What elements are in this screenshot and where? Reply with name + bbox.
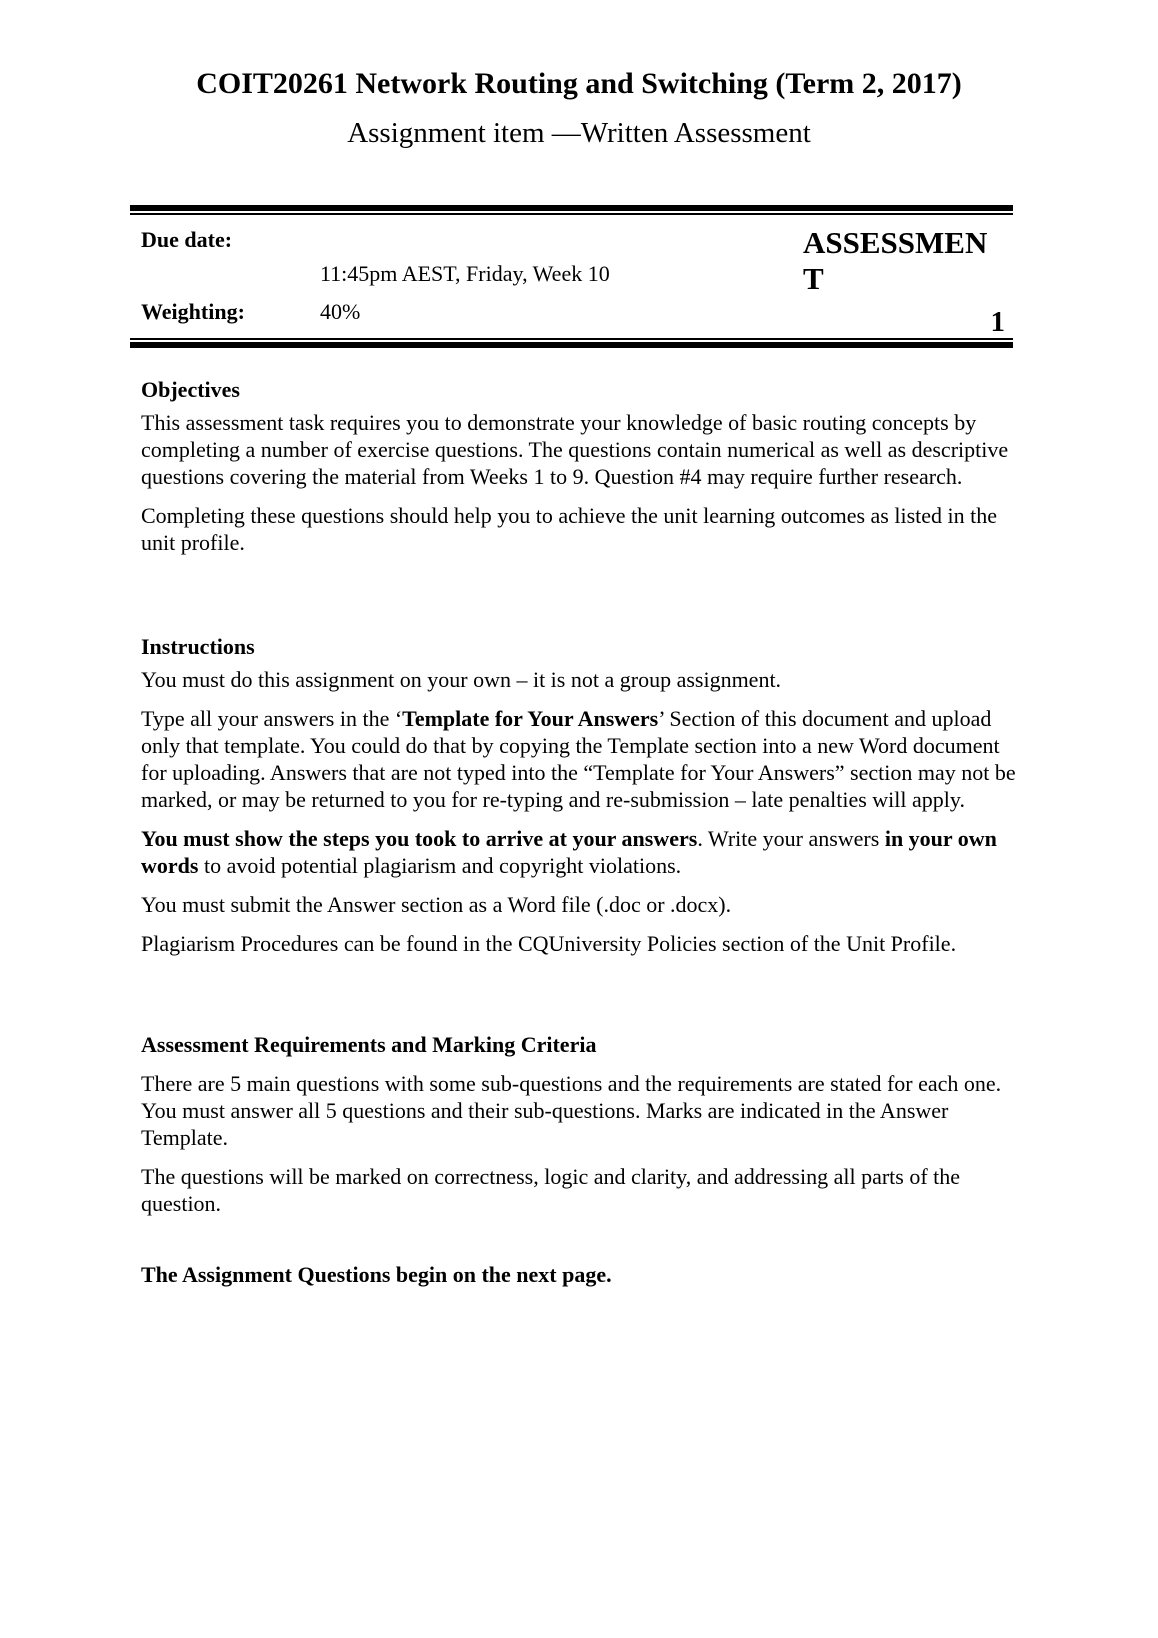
own-words-emphasis: in your own words <box>141 826 997 878</box>
instructions-paragraph-2-start: Type all your answers in the ‘ <box>141 706 403 731</box>
objectives-paragraph-2: Completing these questions should help you to achieve the unit learning outcomes as listed in the unit profile. <box>141 503 998 555</box>
header-rule-top <box>130 205 1013 211</box>
weighting-label: Weighting: <box>141 299 245 324</box>
assessment-number: 1 <box>990 306 1005 338</box>
show-steps-emphasis: You must show the steps you took to arrive at your answers <box>141 826 698 851</box>
instructions-paragraph-1: You must do this assignment on your own – it is not a group assignment. <box>141 667 782 692</box>
next-page-note: The Assignment Questions begin on the next page. <box>141 1262 612 1287</box>
objectives-paragraph-1: This assessment task requires you to demonstrate your knowledge of basic routing concepts by completing a number of exercise questions. The questions contain numerical as well as descriptive questions covering the material from Weeks 1 to 9. Question #4 may require further research. <box>141 410 1009 489</box>
instructions-paragraph-2 <box>141 705 1026 813</box>
objectives-heading: Objectives <box>141 377 240 402</box>
instructions-paragraph-3-mid: . Write your answers <box>697 826 885 851</box>
instructions-heading: Instructions <box>141 634 255 659</box>
due-date-label: Due date: <box>141 227 233 252</box>
due-date-value: 11:45pm AEST, Friday, Week 10 <box>320 261 610 286</box>
instructions-paragraph-3-end: to avoid potential plagiarism and copyright violations. <box>198 853 682 878</box>
instructions-paragraph-5: Plagiarism Procedures can be found in the CQUniversity Policies section of the Unit Profile. <box>141 931 957 956</box>
instructions-paragraph-4: You must submit the Answer section as a Word file (.doc or .docx). <box>141 892 732 917</box>
document-title: COIT20261 Network Routing and Switching (Term 2, 2017) <box>196 67 962 100</box>
requirements-heading: Assessment Requirements and Marking Criteria <box>141 1032 597 1057</box>
weighting-value: 40% <box>320 299 361 324</box>
instructions-paragraph-2-rest: ’ Section of this document and upload only that template. You could do that by copying the Template section into a new Word document for uploading. Answers that are not typed into the “Template for Your Answers” section may not be marked, or may be returned to you for re-typing and re-submission – late penalties will apply. <box>141 706 1016 812</box>
requirements-paragraph-1: There are 5 main questions with some sub-questions and the requirements are stated for each one. You must answer all 5 questions and their sub-questions. Marks are indicated in the Answer Template. <box>141 1071 1002 1150</box>
header-rule-bottom-thin <box>130 338 1013 340</box>
document-subtitle: Assignment item —Written Assessment <box>347 117 811 149</box>
instructions-paragraph-3 <box>141 825 1026 879</box>
objectives-section <box>141 376 1026 556</box>
header-rule-top-thin <box>130 213 1013 215</box>
header-rule-bottom <box>130 342 1013 348</box>
requirements-section <box>141 1031 1026 1217</box>
assessment-label: ASSESSMENT <box>803 225 988 296</box>
template-name-emphasis: Template for Your Answers <box>402 706 659 731</box>
instructions-section <box>141 633 1026 957</box>
requirements-paragraph-2: The questions will be marked on correctness, logic and clarity, and addressing all parts of the question. <box>141 1164 961 1216</box>
